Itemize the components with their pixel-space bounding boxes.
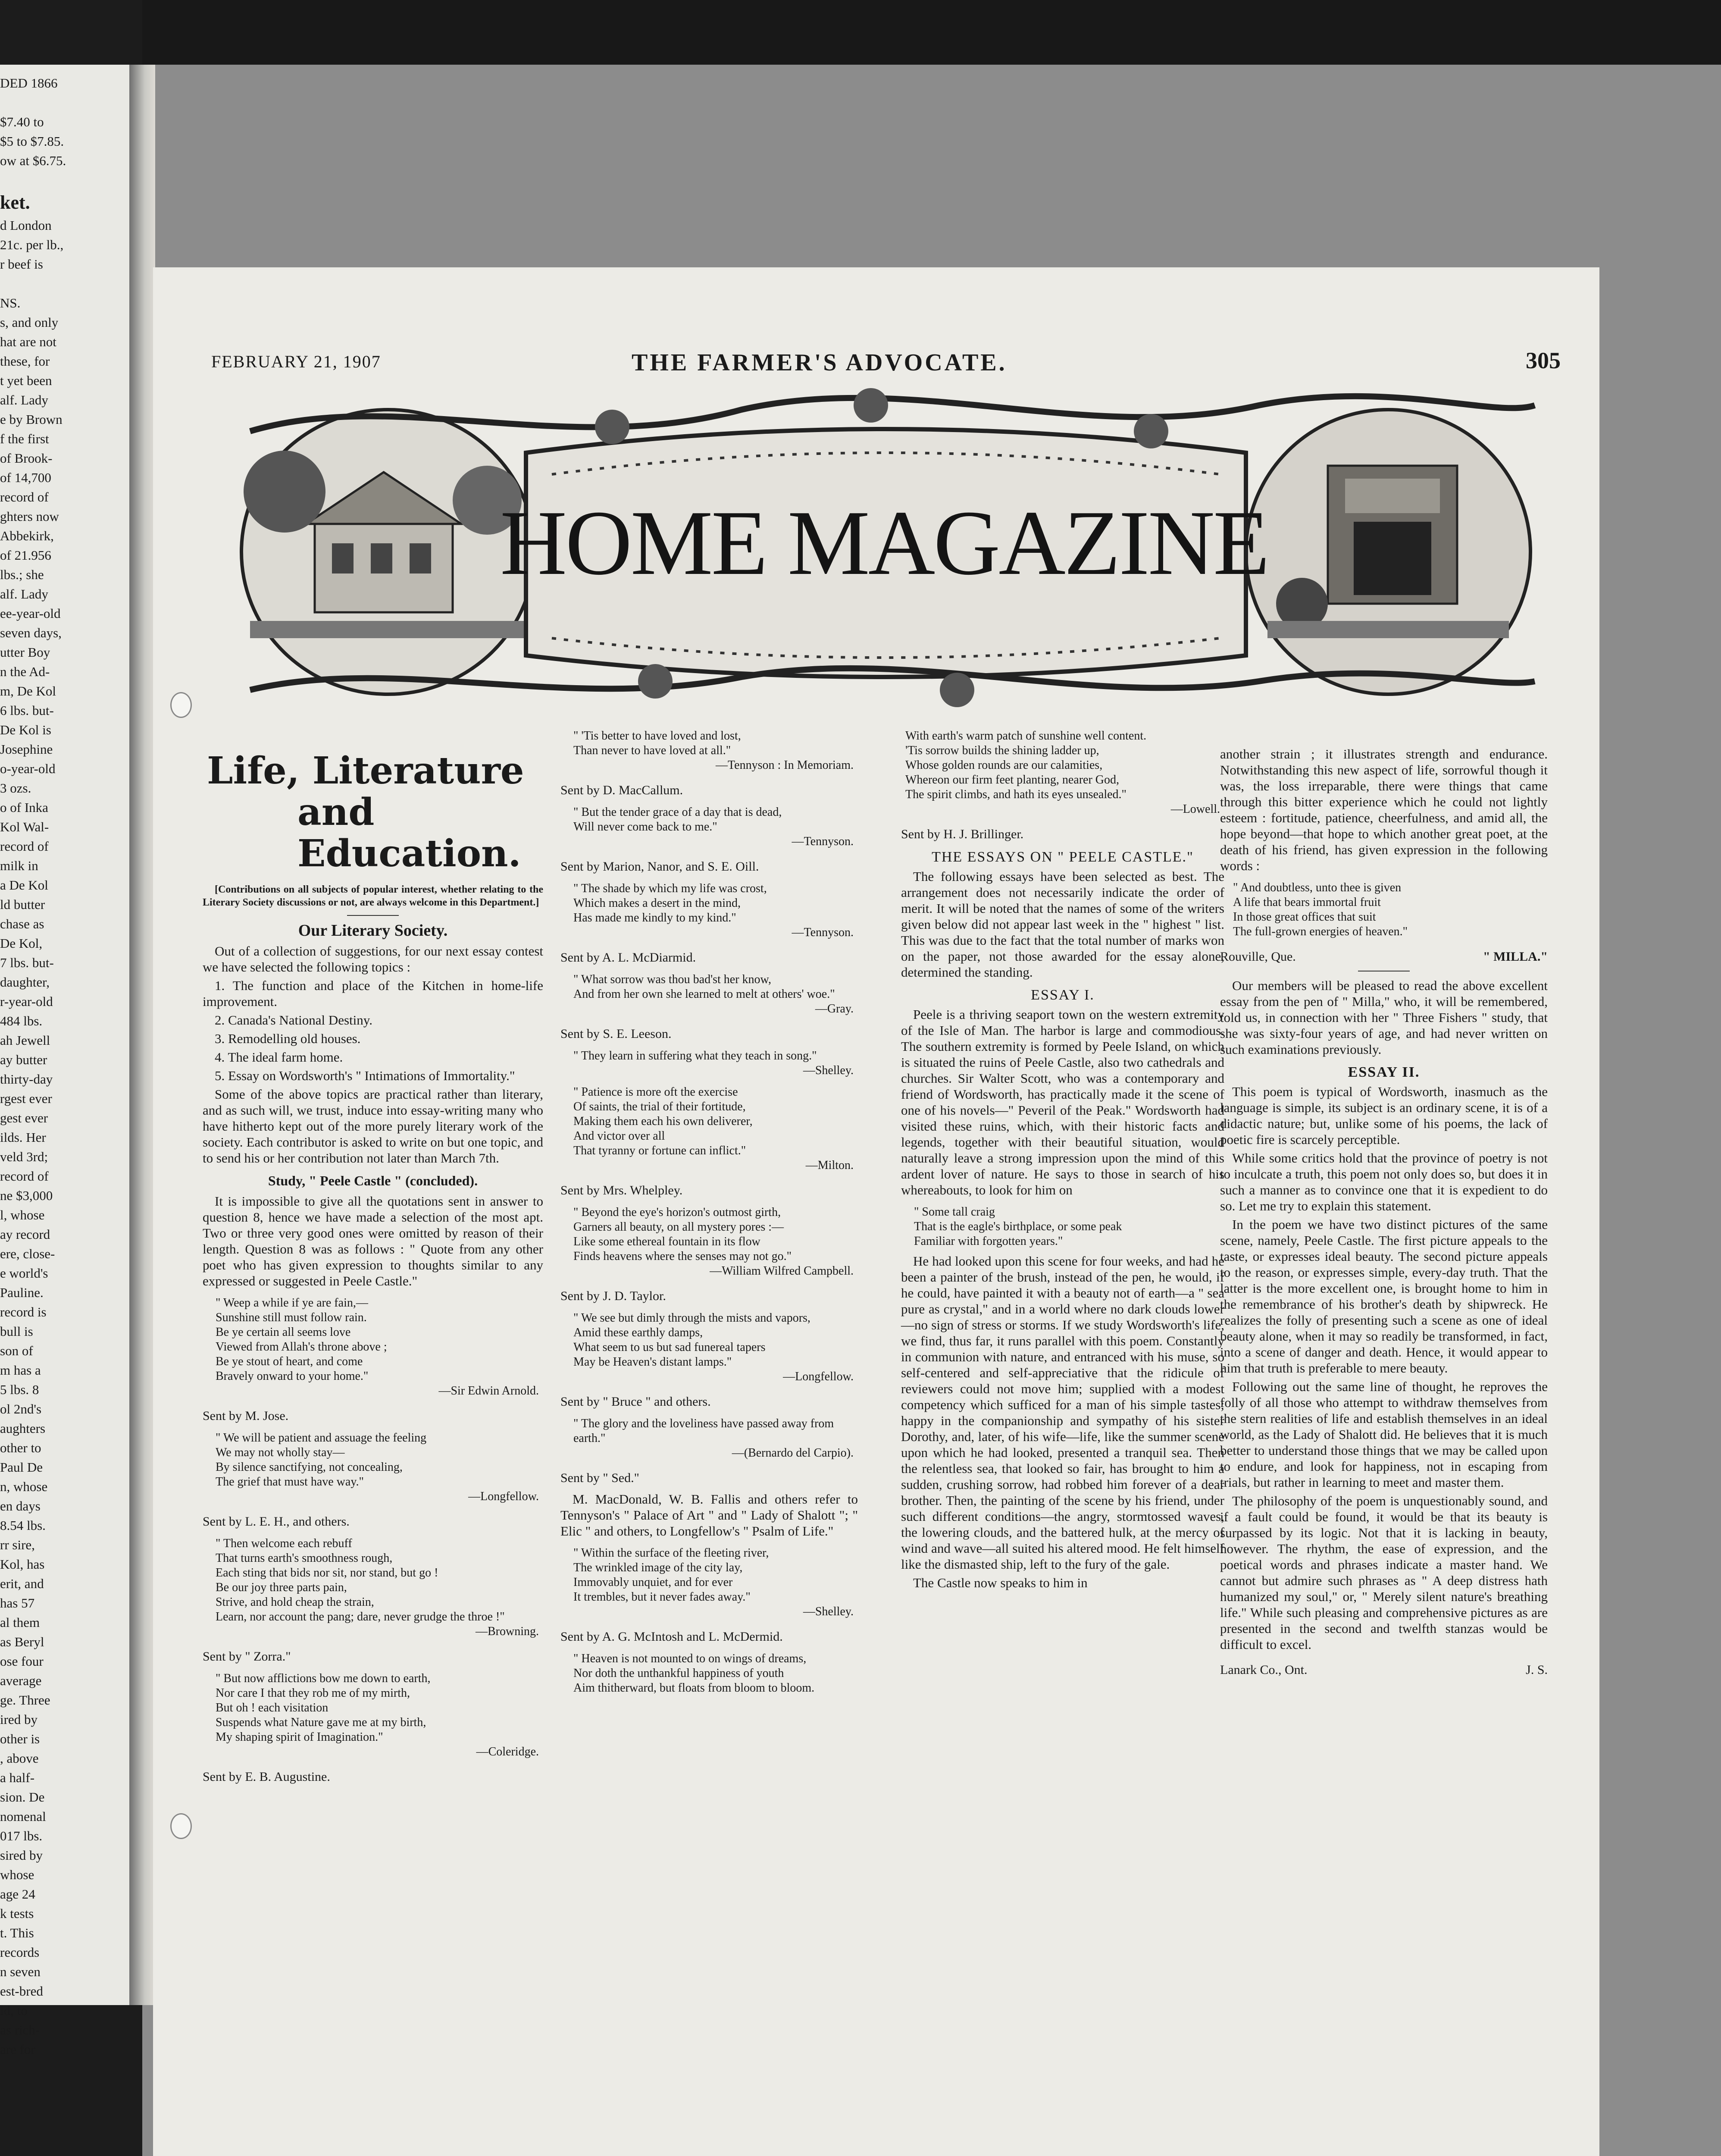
poem-quote: " What sorrow was thou bad'st her know, And from her own she learned to melt at others' woe." —Gray. <box>573 973 854 1015</box>
adjacent-page-line: , above <box>0 1751 39 1766</box>
adjacent-page-line: record of <box>0 1169 49 1184</box>
adjacent-left-page <box>0 65 129 2057</box>
adjacent-page-line: a half- <box>0 1770 35 1785</box>
adjacent-page-line: Kol, has <box>0 1557 45 1572</box>
adjacent-page-line: erit, and <box>0 1576 44 1591</box>
adjacent-page-line: Abbekirk, <box>0 528 54 543</box>
adjacent-page-line: of Brook- <box>0 451 53 466</box>
adjacent-page-line: are for <box>0 2042 35 2057</box>
poem-quote: " We will be patient and assuage the feeling We may not wholly stay— By silence sanctifying, not concealing, The grief that must have way." —Longfellow. <box>216 1431 539 1503</box>
paragraph: Peele is a thriving seaport town on the western extremity of the Isle of Man. The harbor is large and commodious. The southern extremity is formed by Peele Island, on which is situated the ruins of Peele Castle, also two cathedrals and churches. Sir Walter Scott, who was a contemporary and friend of Wordsworth, has practically made it the scene of one of his novels—" Peveril of the Peak." Wordsworth had visited these ruins, which, with their historic facts and legends, together with their beautiful situation, would naturally leave a strong impression upon the mind of this ardent lover of nature. He says to those in search of his whereabouts, to look for him on <box>901 1007 1224 1197</box>
poem-quote: " And doubtless, unto thee is given A life that bears immortal fruit In those great offices that suit The full-grown energies of heaven." <box>1233 881 1408 938</box>
adjacent-page-line: ld, to <box>0 2003 28 2018</box>
adjacent-page-line: Pauline. <box>0 1285 44 1300</box>
home-magazine-masthead: HOME MAGAZINE <box>500 491 1268 594</box>
farmhouse-vignette <box>241 410 535 694</box>
adjacent-page-line: has 57 <box>0 1595 35 1611</box>
topic-item: 1. The function and place of the Kitchen in home-life improvement. <box>203 978 543 1009</box>
adjacent-page-line: m has a <box>0 1363 41 1378</box>
paragraph: He had looked upon this scene for four weeks, and had he been a painter of the brush, instead of the pen, he would, if he could, have painted it with a beauty not of earth—a " sea pure as crystal," and in a world where no dark clouds lower—no sign of stress or storms. If we study Wordsworth's life, we find, thus far, it runs parallel with this poem. Constantly in communion with nature, and entranced with his muse, so self-centered and self-appreciative that the ridicule of reviewers could not move him; supplied with a modest competency which sufficed for a man of his simple tastes; happy in the companionship and sympathy of his sister Dorothy, and, later, of his wife—life, like the summer scene upon which he had looked, presented a tranquil sea. Then the relentless sea, that looked so fair, has brought to him a sudden, crushing sorrow, had robbed him forever of a dear brother. Then, the painting of the scene by his friend, under such different conditions—the angry, stormtossed waves, the lowering clouds, and the battered hulk, at the mercy of wind and wave—all suited his altered mood. He felt himself like the dismasted ship, left to the fury of the gale. <box>901 1253 1224 1572</box>
adjacent-page-line: record of <box>0 839 49 854</box>
adjacent-page-line: ere, close- <box>0 1246 55 1261</box>
adjacent-page-line: De Kol, <box>0 936 43 951</box>
adjacent-page-line <box>0 274 129 293</box>
paragraph: It is impossible to give all the quotations sent in answer to question 8, hence we have made a selection of the most apt. Two or three very good ones were omitted by reason of their length. Question 8 was as follows : " Quote from any other poet who has given expression to thoughts similar to any expressed or suggested in Peele Castle." <box>203 1194 543 1288</box>
sender-line: Sent by H. J. Brillinger. <box>901 827 1024 841</box>
punch-hole <box>170 1813 192 1839</box>
essays-heading: THE ESSAYS ON " PEELE CASTLE." <box>932 849 1194 865</box>
adjacent-page-line: k tests <box>0 1906 34 1921</box>
topic-item: 2. Canada's National Destiny. <box>215 1012 373 1028</box>
essay-1-heading: ESSAY I. <box>1031 987 1095 1003</box>
adjacent-page-line: ne $3,000 <box>0 1188 53 1203</box>
adjacent-page-line: of 21.956 <box>0 548 51 563</box>
sender-line: Sent by " Sed." <box>560 1471 639 1485</box>
adjacent-page-line: $7.40 to <box>0 114 44 129</box>
adjacent-page-line: r-year-old <box>0 994 53 1009</box>
adjacent-page-line: alf. Lady <box>0 392 48 407</box>
sender-line: Sent by Marion, Nanor, and S. E. Oill. <box>560 859 759 874</box>
section-title-line1: Life, Literature <box>207 749 524 793</box>
paragraph: another strain ; it illustrates strength and endurance. Notwithstanding this new aspect of life, sorrowful though it was, the loss irreparable, there were things that came through this bitter experience which he could not lightly esteem : fortitude, patience, cheerfulness, and amid all, the hope beyond—that hope to which another great poet, at the death of his friend, has given expression in the following words : <box>1220 746 1548 873</box>
adjacent-page-line: ilds. Her <box>0 1130 46 1145</box>
adjacent-page-line: ay butter <box>0 1052 47 1067</box>
adjacent-page-line: t yet been <box>0 373 52 388</box>
poem-quote: " The shade by which my life was crost, Which makes a desert in the mind, Has made me kindly to my kind." —Tennyson. <box>573 882 854 939</box>
study-heading: Study, " Peele Castle " (concluded). <box>268 1173 478 1188</box>
adjacent-page-line: other to <box>0 1440 41 1455</box>
adjacent-page-line: d London <box>0 218 52 233</box>
adjacent-page-line: $5 to $7.85. <box>0 134 64 149</box>
adjacent-page-line: lbs.; she <box>0 567 44 582</box>
signature: Lanark Co., Ont. J. S. <box>1220 1663 1548 1677</box>
adjacent-page-line: t. This <box>0 1925 34 1940</box>
adjacent-page-line: ge. Three <box>0 1692 50 1708</box>
adjacent-page-line: thirty-day <box>0 1072 53 1087</box>
adjacent-page-line <box>0 93 129 112</box>
sender-line: Sent by D. MacCallum. <box>560 783 683 797</box>
poem-quote: " Heaven is not mounted to on wings of dreams, Nor doth the unthankful happiness of youth Aim thitherward, but floats from bloom to bloom. <box>573 1652 815 1695</box>
poem-quote: " Some tall craig That is the eagle's birthplace, or some peak Familiar with forgotten years." <box>914 1205 1122 1248</box>
adjacent-page-line: records <box>0 1945 40 1960</box>
adjacent-page-line: o-year-old <box>0 761 56 776</box>
sender-line: Sent by J. D. Taylor. <box>560 1289 666 1303</box>
sender-line: Sent by L. E. H., and others. <box>203 1514 350 1529</box>
adjacent-page-line: of 14,700 <box>0 470 51 485</box>
paragraph: The following essays have been selected as best. The arrangement does not necessarily indicate the order of merit. It will be noted that the names of some of the writers given below did not appear last week in the " highest " list. This was due to the fact that the total number of marks won on the paper, not those awarded for the essay alone, determined the standing. <box>901 869 1224 980</box>
punch-hole <box>170 692 192 718</box>
adjacent-page-line: e by Brown <box>0 412 63 427</box>
poem-quote: " But now afflictions bow me down to earth, Nor care I that they rob me of my mirth, But oh ! each visitation Suspends what Nature gave me at my birth, My shaping spirit of Imagination." —Coleridge. <box>216 1672 539 1758</box>
adjacent-page-line: Josephine <box>0 742 53 757</box>
poem-quote: " They learn in suffering what they teach in song." —Shelley. <box>573 1049 854 1077</box>
adjacent-page-line: these, for <box>0 354 50 369</box>
topic-item: 5. Essay on Wordsworth's " Intimations of Immortality." <box>215 1068 515 1083</box>
adjacent-page-line: ay record <box>0 1227 50 1242</box>
adjacent-page-line: ow at $6.75. <box>0 153 66 168</box>
paragraph: Following out the same line of thought, he reproves the folly of all those who attempt to withdraw themselves from the stern realities of life and establish themselves in an ideal world, as the Lady of Shalott did. He believes that it is much better to understand those things that we may be called upon to endure, and look for happiness, not in escaping from trials, but rather in learning to meet and master them. <box>1220 1379 1548 1490</box>
adjacent-page-line: sired by <box>0 1848 43 1863</box>
adjacent-page-line: daughter, <box>0 975 50 990</box>
poem-quote: " 'Tis better to have loved and lost, Than never to have loved at all." —Tennyson : In Memoriam. <box>573 729 854 772</box>
contributions-note: [Contributions on all subjects of popular interest, whether relating to the Literary Society discussions or not, are always welcome in this Department.] <box>203 884 543 908</box>
sender-line: Sent by A. G. McIntosh and L. McDermid. <box>560 1630 783 1644</box>
poem-quote: " But the tender grace of a day that is dead, Will never come back to me." —Tennyson. <box>573 805 854 848</box>
adjacent-page-line: 484 lbs. <box>0 1013 43 1028</box>
topic-item: 4. The ideal farm home. <box>215 1050 343 1065</box>
column-4 <box>1220 746 1548 1683</box>
adjacent-page-line: seven days, <box>0 625 62 640</box>
paragraph: In the poem we have two distinct pictures of the same scene, namely, Peele Castle. The first picture appeals to the taste, or expresses ideal beauty. The second picture appeals to the reason, or expresses simple, every-day truth. That the latter is the more excellent one, is brought home to him in the remembrance of his brother's death by shipwreck. He realizes the folly of presenting such a scene as one of ideal beauty alone, when it may so readily be transformed, in fact, into a scene of danger and death. Hence, it would appear to him that truth is preferable to mere beauty. <box>1220 1217 1548 1376</box>
adjacent-page-line: est-bred <box>0 1984 43 1999</box>
adjacent-page-line: al them <box>0 1615 40 1630</box>
adjacent-page-line: 3 ozs. <box>0 780 31 796</box>
adjacent-page-line: age 24 <box>0 1887 35 1902</box>
adjacent-page-line: son of <box>0 1343 33 1358</box>
adjacent-page-line: 8.54 lbs. <box>0 1518 46 1533</box>
publication-title: THE FARMER'S ADVOCATE. <box>632 349 1007 376</box>
adjacent-page-line <box>0 170 129 190</box>
sender-line: Sent by M. Jose. <box>203 1409 289 1423</box>
paragraph: The Castle now speaks to him in <box>913 1575 1088 1590</box>
adjacent-page-line: whose <box>0 1867 34 1882</box>
adjacent-page-line: Kol Wal- <box>0 819 49 834</box>
paragraph: This poem is typical of Wordsworth, inasmuch as the language is simple, its subject is an ordinary scene, it is of a didactic nature; but, unlike some of his poems, the lack of poetic fire is scarcely perceptible. <box>1220 1084 1548 1147</box>
adjacent-page-line: 21c. per lb., <box>0 237 64 252</box>
adjacent-page-text <box>0 65 129 2059</box>
page-number: 305 <box>1526 348 1561 373</box>
adjacent-page-line: 017 lbs. <box>0 1828 43 1843</box>
adjacent-page-line: e world's <box>0 1266 48 1281</box>
poem-quote: " We see but dimly through the mists and vapors, Amid these earthly damps, What seem to us but sad funereal tapers May be Heaven's distant lamps." —Longfellow. <box>573 1311 854 1383</box>
adjacent-page-line: chase as <box>0 916 44 931</box>
column-1 <box>203 750 543 1790</box>
sender-line: Sent by Mrs. Whelpley. <box>560 1183 683 1197</box>
adjacent-page-line: ld butter <box>0 897 45 912</box>
column-2 <box>560 729 858 1700</box>
topic-item: 3. Remodelling old houses. <box>215 1031 361 1046</box>
paragraph: Out of a collection of suggestions, for our next essay contest we have selected the following topics : <box>203 943 543 975</box>
adjacent-page-line: ee-year-old <box>0 606 61 621</box>
adjacent-page-line: f the first <box>0 431 49 446</box>
adjacent-page-line: milk in <box>0 858 38 873</box>
paragraph: The philosophy of the poem is unquestionably sound, and if a fault could be found, it would be that its beauty is surpassed by its logic. Not that it is lacking in beauty, however. The rhythm, the ease of expression, and the poetical words and phrases indicate a master hand. We cannot but admire such phrases as " A deep distress hath humanized my soul," or, " Merely silent nature's breathing life." While such pleasing and comprehensive pictures as are presented in the second and twelfth stanzas would be difficult to excel. <box>1220 1493 1548 1652</box>
divider <box>347 915 399 916</box>
adjacent-page-line: n, whose <box>0 1479 48 1494</box>
adjacent-page-line: ose four <box>0 1654 44 1669</box>
poem-quote: With earth's warm patch of sunshine well content. 'Tis sorrow builds the shining ladder up, Whose golden rounds are our calamities, Whereon our firm feet planting, nearer God, The spirit climbs, and hath its eyes unsealed." —Lowell. <box>905 729 1220 816</box>
adjacent-page-line: gest ever <box>0 1110 48 1125</box>
adjacent-page-line: en days <box>0 1498 41 1514</box>
adjacent-page-line: s, and only <box>0 315 59 330</box>
adjacent-page-line: utter Boy <box>0 645 50 660</box>
adjacent-page-line: 5 lbs. 8 <box>0 1382 39 1397</box>
adjacent-page-line: DED 1866 <box>0 75 58 91</box>
adjacent-page-line: ired by <box>0 1712 38 1727</box>
adjacent-page-line: rgest ever <box>0 1091 52 1106</box>
poem-quote: " Then welcome each rebuff That turns earth's smoothness rough, Each sting that bids nor sit, nor stand, but go ! Be our joy three parts pain, Strive, and hold cheap the strain, Learn, nor account the pang; dare, never grudge the throe !" —Browning. <box>216 1537 539 1638</box>
adjacent-page-line: as Beryl <box>0 1634 44 1649</box>
adjacent-page-line: sion. De <box>0 1789 45 1805</box>
adjacent-page-line: o of Inka <box>0 800 48 815</box>
poem-quote: " Beyond the eye's horizon's outmost girth, Garners all beauty, on all mystery pores :— Like some ethereal fountain in its flow Finds heavens where the senses may not go." —William Wilfred Campbell. <box>573 1206 854 1278</box>
paragraph: M. MacDonald, W. B. Fallis and others refer to Tennyson's " Palace of Art " and " Lady of Shalott "; " Elic " and others, to Longfellow's " Psalm of Life." <box>560 1492 858 1539</box>
sender-line: Sent by " Zorra." <box>203 1649 291 1664</box>
poem-quote: " The glory and the loveliness have passed away from earth." —(Bernardo del Carpio). <box>573 1417 854 1460</box>
issue-date: FEBRUARY 21, 1907 <box>211 352 381 371</box>
sender-line: Sent by E. B. Augustine. <box>203 1770 330 1784</box>
sender-line: Sent by " Bruce " and others. <box>560 1395 711 1409</box>
adjacent-page-line: hat are not <box>0 334 56 349</box>
adjacent-page-line: ket. <box>0 192 30 213</box>
poem-quote: " Patience is more oft the exercise Of saints, the trial of their fortitude, Making them each his own deliverer, And victor over all That tyranny or fortune can inflict." —Milton. <box>573 1085 854 1172</box>
adjacent-page-line: bull is <box>0 1324 33 1339</box>
adjacent-page-line: record is <box>0 1304 47 1319</box>
adjacent-page-line: m, De Kol <box>0 683 56 699</box>
paragraph: Some of the above topics are practical rather than literary, and as such will, we trust, induce into essay-writing many who have hitherto kept out of the more purely literary work of the society. Each contributor is asked to write on but one topic, and to send his or her contribution not later than March 7th. <box>203 1087 543 1166</box>
adjacent-page-line: ghters now <box>0 509 59 524</box>
poem-quote: " Weep a while if ye are fain,— Sunshine still must follow rain. Be ye certain all seems love Viewed from Allah's throne above ; Be ye stout of heart, and come Bravely onward to your home." —Sir Edwin Arnold. <box>216 1296 539 1398</box>
adjacent-page-line: 7 lbs. but- <box>0 955 54 970</box>
literary-society-heading: Our Literary Society. <box>298 921 448 940</box>
adjacent-page-line: nomenal <box>0 1809 46 1824</box>
paragraph: While some critics hold that the province of poetry is not to inculcate a truth, this poem not only does so, but does it in such a manner as to convince one that it is expedient to do so. Let me try to explain this statement. <box>1220 1150 1548 1213</box>
adjacent-page-line: other is <box>0 1731 40 1746</box>
adjacent-page-line: n seven <box>0 1964 41 1979</box>
adjacent-page-line: Paul De <box>0 1460 43 1475</box>
poem-quote: " Within the surface of the fleeting river, The wrinkled image of the city lay, Immovably unquiet, and for ever It trembles, but it never fades away." —Shelley. <box>573 1546 854 1618</box>
adjacent-page-line: n the Ad- <box>0 664 50 679</box>
signature: Rouville, Que. " MILLA." <box>1220 950 1548 964</box>
adjacent-page-line: 6 lbs. but- <box>0 703 54 718</box>
fireside-vignette <box>1246 410 1530 694</box>
page-header <box>211 348 1561 377</box>
adjacent-page-line: record of <box>0 489 49 505</box>
sender-line: Sent by S. E. Leeson. <box>560 1027 672 1041</box>
paragraph: Our members will be pleased to read the above excellent essay from the pen of " Milla," who, it will be remembered, told us, in connection with her " Three Fishers " study, that she was sixty-four years of age, and had never written on such examinations previously. <box>1220 978 1548 1057</box>
section-title-line2: and Education. <box>297 790 521 875</box>
essay-2-heading: ESSAY II. <box>1348 1064 1420 1080</box>
scan-background-top <box>0 0 1721 65</box>
column-3 <box>901 729 1224 1593</box>
adjacent-page-line: veld 3rd; <box>0 1149 48 1164</box>
adjacent-page-line: a De Kol <box>0 877 48 893</box>
adjacent-page-line: as rich- <box>0 2022 40 2037</box>
adjacent-page-line: ah Jewell <box>0 1033 50 1048</box>
sender-line: Sent by A. L. McDiarmid. <box>560 950 696 965</box>
adjacent-page-line: NS. <box>0 295 21 310</box>
adjacent-page-line: alf. Lady <box>0 586 48 602</box>
adjacent-page-line: l, whose <box>0 1207 45 1222</box>
book-spine <box>129 65 155 2005</box>
adjacent-page-line: De Kol is <box>0 722 51 737</box>
adjacent-page-line: average <box>0 1673 42 1688</box>
adjacent-page-line: aughters <box>0 1421 46 1436</box>
adjacent-page-line: r beef is <box>0 257 43 272</box>
adjacent-page-line: rr sire, <box>0 1537 35 1552</box>
adjacent-page-line: ol 2nd's <box>0 1401 42 1416</box>
